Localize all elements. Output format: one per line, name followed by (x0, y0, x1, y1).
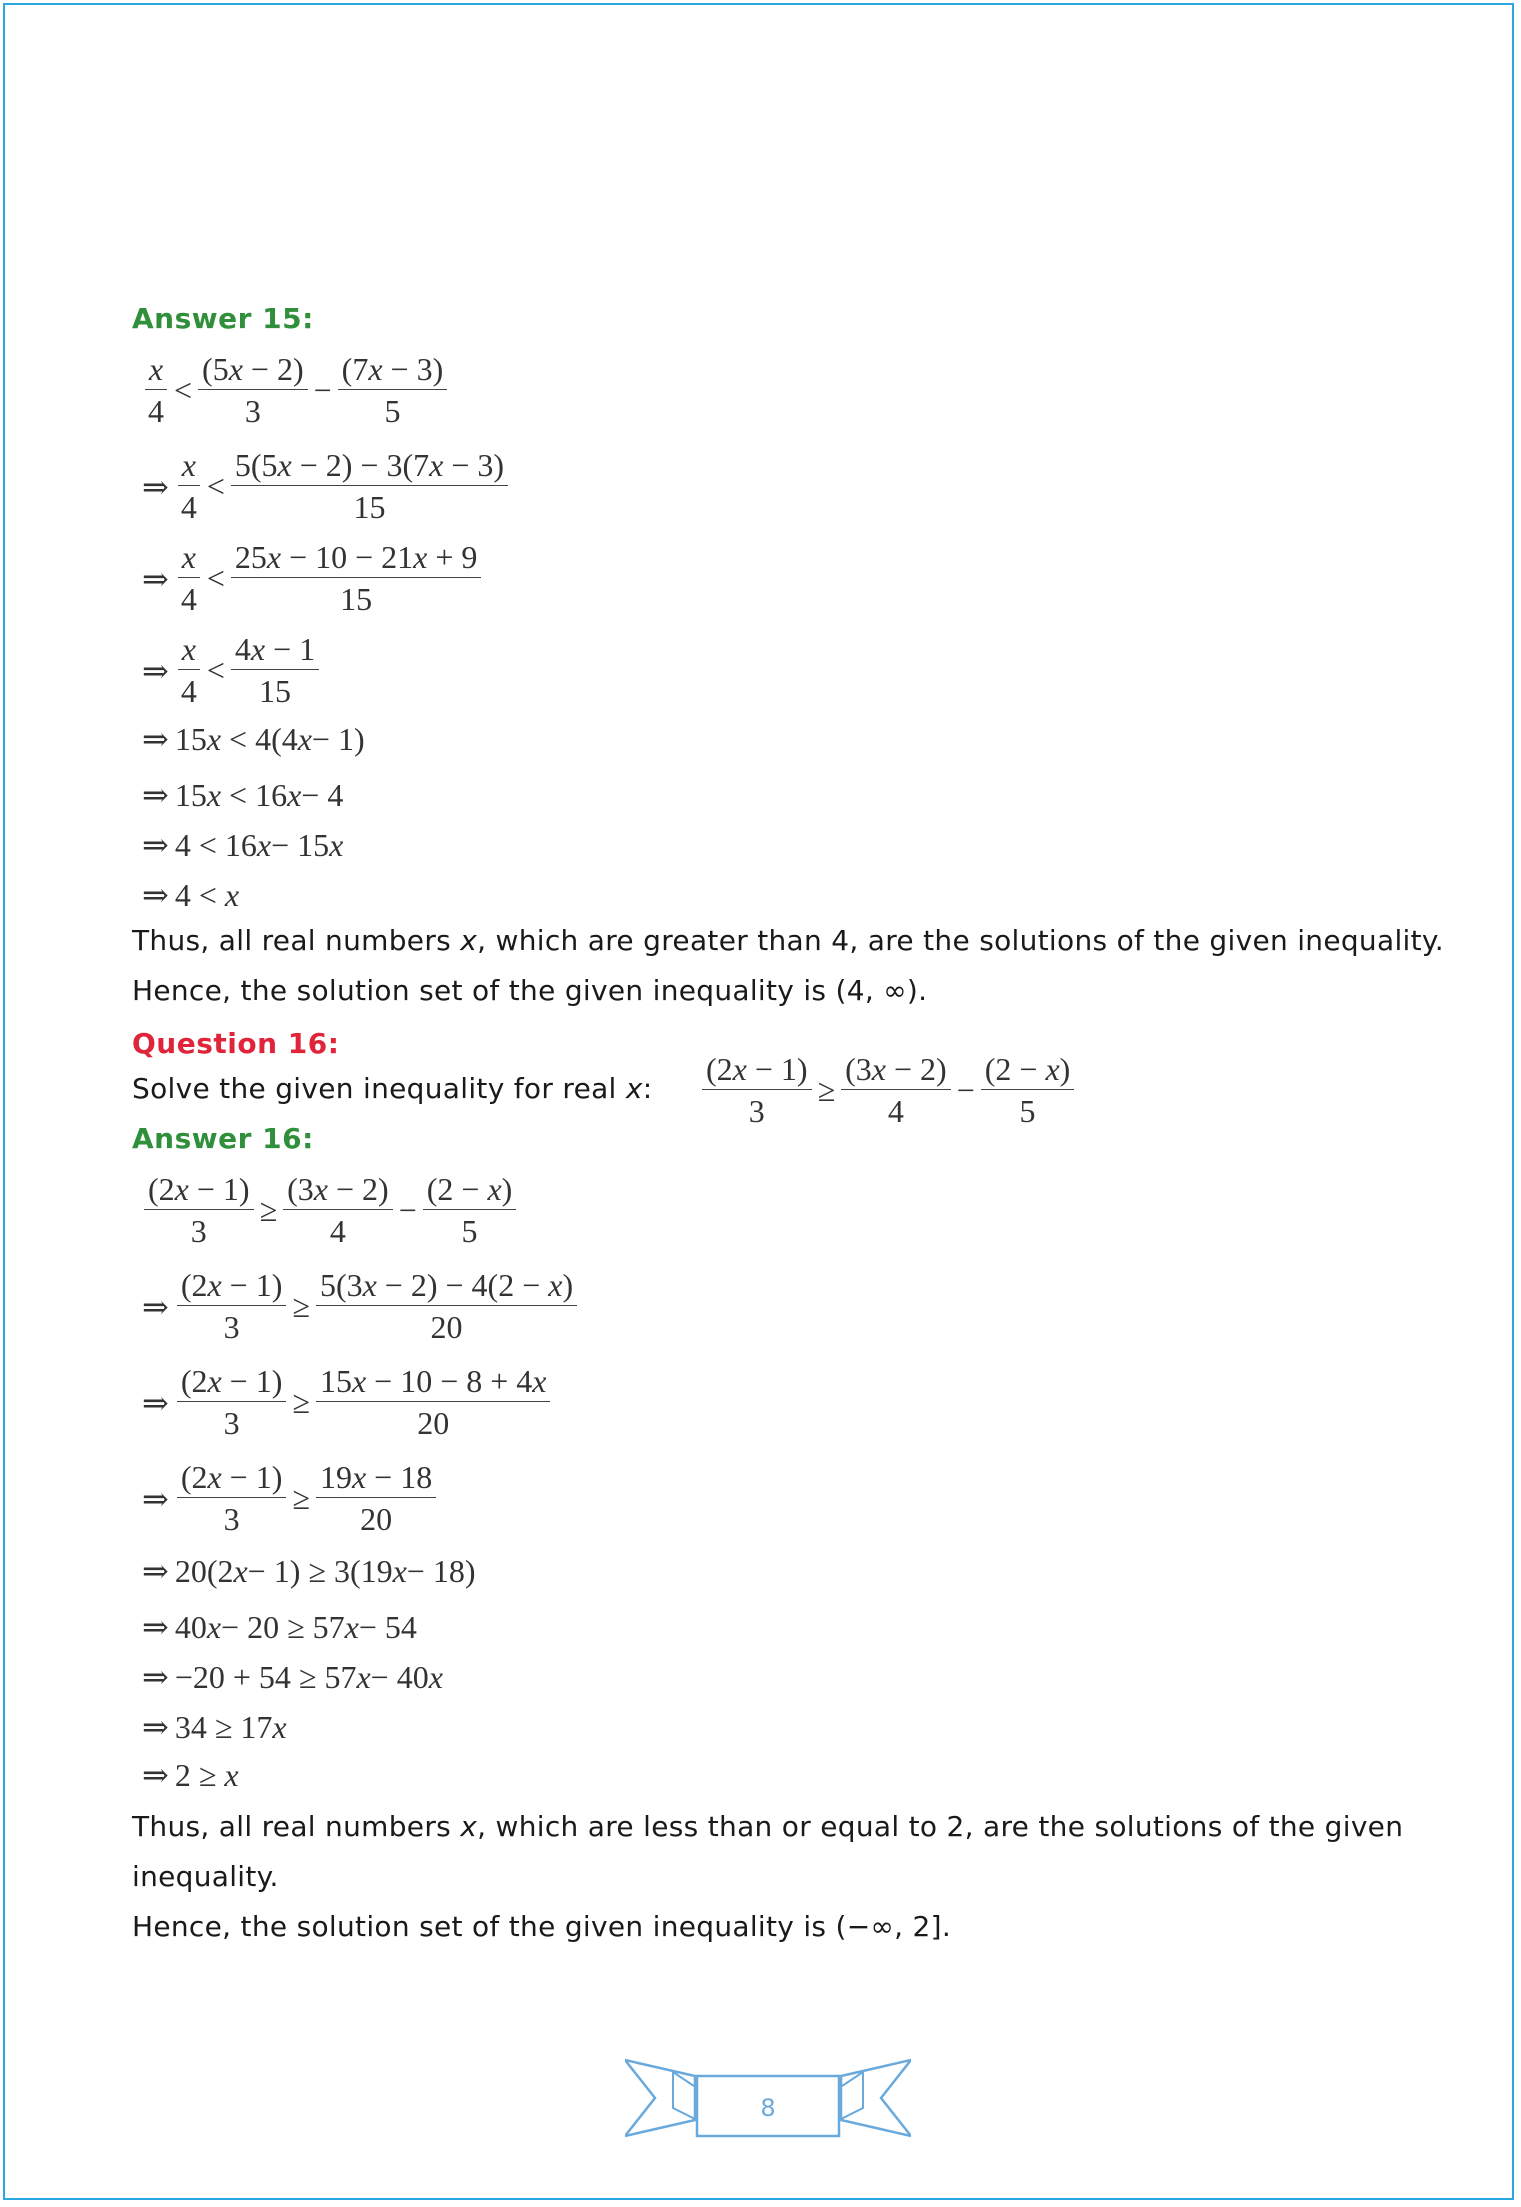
a16-step-7: ⇒ −20 + 54 ≥ 57 x − 40 x (142, 1658, 443, 1695)
a16-step-8: ⇒ 34 ≥ 17 x (142, 1708, 287, 1745)
answer-16-heading: Answer 16: (132, 1122, 314, 1155)
a16-step-5: ⇒ 20(2 x − 1) ≥ 3(19 x − 18) (142, 1552, 476, 1589)
a15-step-1: $\frac{x}{4}$ < $\frac{(5x - 2)}{3}$ − $\frac{(7x - 3)}{5}$ (142, 352, 449, 429)
a16-step-4: ⇒ $\frac{(2x - 1)}{3}$ ≥ $\frac{19x - 18}{20}$ (142, 1460, 438, 1537)
a15-step-3: ⇒ $\frac{x}{4}$ < $\frac{25x - 10 - 21x + 9}{15}$ (142, 540, 483, 617)
a16-step-1: $\frac{(2x - 1)}{3}$ ≥ $\frac{(3x - 2)}{4}$ − $\frac{(2 - x)}{5}$ (142, 1172, 518, 1249)
a16-step-3: ⇒ $\frac{(2x - 1)}{3}$ ≥ $\frac{15x - 10 - 8 + 4x}{20}$ (142, 1364, 552, 1441)
q16-inequality: $\frac{(2x - 1)}{3}$ ≥ $\frac{(3x - 2)}{4}$ − $\frac{(2 - x)}{5}$ (700, 1052, 1076, 1129)
a16-step-9: ⇒ 2 ≥ x (142, 1756, 239, 1793)
a15-step-7: ⇒ 4 < 16 x − 15 x (142, 826, 344, 863)
a15-step-4: ⇒ $\frac{x}{4}$ < $\frac{4x - 1}{15}$ (142, 632, 321, 709)
a15-conclusion: Thus, all real numbers x, which are greater than 4, are the solutions of the given inequality. (132, 924, 1444, 957)
a15-solution-set: Hence, the solution set of the given inequality is (4, ∞). (132, 974, 928, 1007)
question-16-heading: Question 16: (132, 1027, 340, 1060)
a16-conclusion-line-2: inequality. (132, 1860, 279, 1893)
a15-step-2: ⇒ $\frac{x}{4}$ < $\frac{5(5x - 2) - 3(7x - 3)}{15}$ (142, 448, 510, 525)
page-number-ribbon (625, 2058, 911, 2138)
a15-step-8: ⇒ 4 < x (142, 876, 240, 913)
a16-conclusion-line-1: Thus, all real numbers x, which are less than or equal to 2, are the solutions of the given (132, 1810, 1404, 1843)
a15-step-5: ⇒ 15 x < 4(4 x − 1) (142, 720, 365, 757)
a16-solution-set: Hence, the solution set of the given inequality is (−∞, 2]. (132, 1910, 952, 1943)
answer-15-heading: Answer 15: (132, 302, 314, 335)
a16-step-6: ⇒ 40 x − 20 ≥ 57 x − 54 (142, 1608, 417, 1645)
q16-prompt: Solve the given inequality for real x: (132, 1072, 653, 1105)
page-number: 8 (760, 2094, 776, 2122)
a16-step-2: ⇒ $\frac{(2x - 1)}{3}$ ≥ $\frac{5(3x - 2) - 4(2 - x)}{20}$ (142, 1268, 579, 1345)
a15-step-6: ⇒ 15 x < 16 x − 4 (142, 776, 344, 813)
